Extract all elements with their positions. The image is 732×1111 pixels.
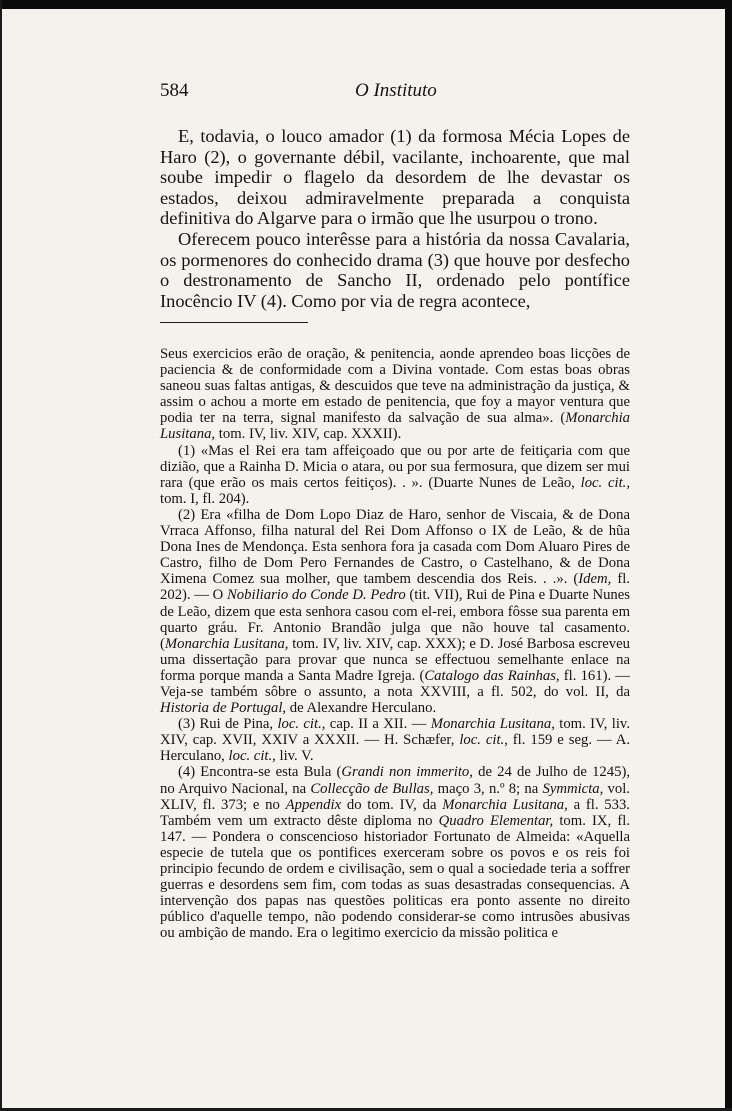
main-text <box>160 126 630 311</box>
footnote-continuation: Seus exercicios erão de oração, & penitencia, aonde aprendeo boas licções de paciencia & de conformidade com a Divina vontade. Com estas boas obras saneou suas faltas antigas, & descuidos que teve na administração da justiça, & assim o achou a morte em estado de penitencia, que foy a mayor ventura que podia ter na terra, signal manifesto da salvação de sua alma». (Monarchia Lusitana, tom. IV, liv. XIV, cap. XXXII). <box>160 346 630 443</box>
footnote-1: (1) «Mas el Rei era tam affeiçoado que ou por arte de feitiçaria com que dizião, que a Rainha D. Micia o atara, ou por sua fermosura, que dizem ser mui rara (que erão os mais certos feitiços). . ». (Duarte Nunes de Leão, loc. cit., tom. I, fl. 204). <box>160 442 631 507</box>
footnote-3: (3) Rui de Pina, loc. cit., cap. II a XII. — Monarchia Lusitana, tom. IV, liv. XIV, cap. XVII, XXIV a XXXII. — H. Schæfer, loc. cit., fl. 159 e seg. — A. Herculano, loc. cit., liv. V. <box>160 716 630 765</box>
running-head <box>160 80 630 106</box>
page-number: 584 <box>160 80 189 101</box>
footnote-2: (2) Era «filha de Dom Lopo Diaz de Haro, senhor de Viscaia, & de Dona Vrraca Affonso, filha natural del Rei Dom Affonso o IX de Leão, & de hũa Dona Ines de Mendonça. Esta senhora fora ja casada com Dom Aluaro Pires de Castro, filho de Dom Pero Fernandes de Castro, o Castelhano, & de Dona Ximena Comez sua molher, que tambem descendia dos Reis. . .». (Idem, fl. 202). — O Nobiliario do Conde D. Pedro (tit. VII), Rui de Pina e Duarte Nunes de Leão, dizem que esta senhora casou com el-rei, embora fôsse sua parenta em quarto gráu. Fr. Antonio Brandão julga que não houve tal casamento. (Monarchia Lusitana, tom. IV, liv. XIV, cap. XXX); e D. José Barbosa escreveu uma dissertação para provar que nunca se effectuou semelhante enlace na forma porque manda a Santa Madre Igreja. (Catalogo das Rainhas, fl. 161). — Veja-se também sôbre o assunto, a nota XXVIII, a fl. 502, do vol. II, da Historia de Portugal, de Alexandre Herculano. <box>160 506 630 717</box>
main-paragraph: Oferecem pouco interêsse para a história da nossa Cavalaria, os pormenores do conhecido drama (3) que houve por desfecho o destronamento de Sancho II, ordenado pelo pontífice Inocêncio IV (4). Como por via de regra acontece, <box>160 228 630 311</box>
scan-border-right <box>725 0 732 1111</box>
scan-border-top <box>0 0 732 9</box>
main-paragraph: E, todavia, o louco amador (1) da formosa Mécia Lopes de Haro (2), o governante débil, vacilante, inchoarente, que mal soube impedir o flagelo da desordem de lhe devastar os estados, deixou admiravelmente preparada a conquista definitiva do Algarve para o irmão que lhe usurpou o trono. <box>160 126 630 229</box>
footnote-separator <box>160 322 308 323</box>
running-title: O Instituto <box>355 80 437 101</box>
scan-border-left <box>0 0 2 1111</box>
footnote-4: (4) Encontra-se esta Bula (Grandi non immerito, de 24 de Julho de 1245), no Arquivo Nacional, na Collecção de Bullas, maço 3, n.º 8; na Symmicta, vol. XLIV, fl. 373; e no Appendix do tom. IV, da Monarchia Lusitana, a fl. 533. Também vem um extracto dêste diploma no Quadro Elementar, tom. IX, fl. 147. — Pondera o conscencioso historiador Fortunato de Almeida: «Aquella especie de tutela que os pontifices exerceram sobre os povos e os reis foi principio fecundo de ordem e civilisação, sem o qual a sociedade teria a soffrer guerras e desordens sem fim, com todas as suas desastradas consequencias. A intervenção dos papas nas questões politicas era ponto assente no direito público d'aquelle tempo, não podendo considerar-se como intrusões abusivas ou ambição de mando. Era o legitimo exercicio da missão politica e <box>160 764 631 942</box>
footnotes <box>160 346 630 941</box>
